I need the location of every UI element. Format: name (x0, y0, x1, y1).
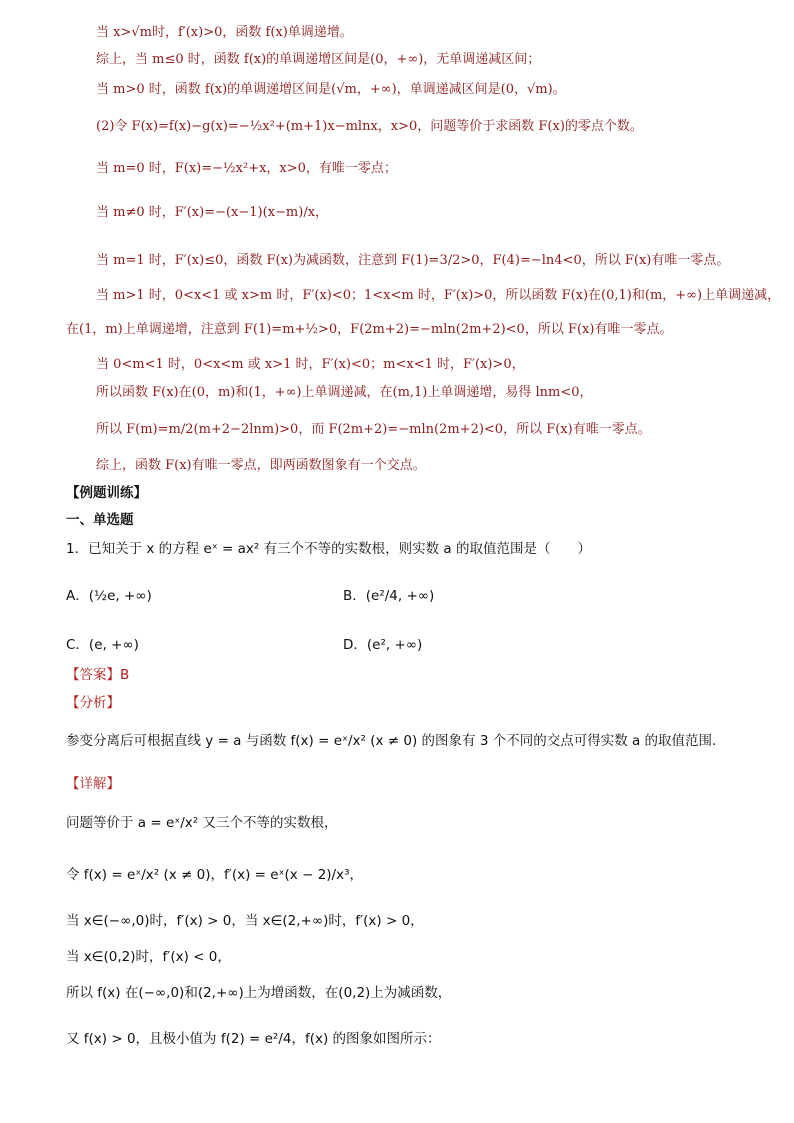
solution-line: 当 x>√m时，f′(x)>0，函数 f(x)单调递增。 (96, 25, 353, 40)
option-a[interactable]: A．(½e, +∞) (66, 588, 152, 604)
solution-line: 综上，函数 F(x)有唯一零点，即两函数图象有一个交点。 (96, 458, 426, 473)
section-heading-single-choice: 一、单选题 (66, 512, 134, 528)
detail-label: 【详解】 (66, 776, 120, 792)
option-d[interactable]: D．(e², +∞) (343, 637, 423, 653)
solution-line: 所以函数 F(x)在(0，m)和(1，+∞)上单调递减，在(m,1)上单调递增，易得 lnm<0， (96, 385, 593, 400)
solution-line: 在(1，m)上单调递增，注意到 F(1)=m+½>0，F(2m+2)=−mln(2m+2)<0，所以 F(x)有唯一零点。 (66, 322, 673, 337)
detail-line: 当 x∈(0,2)时，f′(x) < 0， (66, 949, 231, 965)
solution-line: 当 m>1 时，0<x<1 或 x>m 时，F′(x)<0；1<x<m 时，F′(x)>0，所以函数 F(x)在(0,1)和(m，+∞)上单调递减， (96, 288, 781, 303)
solution-line: 当 m=0 时，F(x)=−½x²+x，x>0，有唯一零点； (96, 161, 397, 176)
solution-line: 当 m=1 时，F′(x)≤0，函数 F(x)为减函数，注意到 F(1)=3/2>0，F(4)=−ln4<0，所以 F(x)有唯一零点。 (96, 253, 730, 268)
detail-line: 所以 f(x) 在(−∞,0)和(2,+∞)上为增函数，在(0,2)上为减函数， (66, 985, 452, 1001)
option-b[interactable]: B．(e²/4, +∞) (343, 588, 435, 604)
section-heading-example-training: 【例题训练】 (66, 485, 147, 501)
analysis-text: 参变分离后可根据直线 y = a 与函数 f(x) = eˣ/x² (x ≠ 0) 的图象有 3 个不同的交点可得实数 a 的取值范围. (66, 733, 717, 749)
detail-line: 当 x∈(−∞,0)时，f′(x) > 0，当 x∈(2,+∞)时，f′(x) > 0， (66, 913, 424, 929)
option-c[interactable]: C．(e, +∞) (66, 637, 139, 653)
question-stem: 1．已知关于 x 的方程 eˣ = ax² 有三个不等的实数根，则实数 a 的取值范围是（ ） (66, 541, 591, 557)
solution-line: 所以 F(m)=m/2(m+2−2lnm)>0，而 F(2m+2)=−mln(2m+2)<0，所以 F(x)有唯一零点。 (96, 422, 651, 437)
solution-line: 当 m≠0 时，F′(x)=−(x−1)(x−m)/x， (96, 205, 329, 220)
detail-line: 又 f(x) > 0，且极小值为 f(2) = e²/4，f(x) 的图象如图所示： (66, 1031, 441, 1047)
solution-line: 综上，当 m≤0 时，函数 f(x)的单调递增区间是(0，+∞)，无单调递减区间； (96, 52, 541, 67)
answer-label: 【答案】B (66, 667, 130, 683)
solution-line: 当 0<m<1 时，0<x<m 或 x>1 时，F′(x)<0；m<x<1 时，F′(x)>0， (96, 357, 525, 372)
analysis-label: 【分析】 (66, 695, 120, 711)
solution-line: (2)令 F(x)=f(x)−g(x)=−½x²+(m+1)x−mlnx，x>0，问题等价于求函数 F(x)的零点个数。 (96, 119, 643, 134)
detail-line: 令 f(x) = eˣ/x² (x ≠ 0)，f′(x) = eˣ(x − 2)/x³， (66, 867, 363, 883)
detail-line: 问题等价于 a = eˣ/x² 又三个不等的实数根， (66, 815, 338, 831)
solution-line: 当 m>0 时，函数 f(x)的单调递增区间是(√m，+∞)，单调递减区间是(0，√m)。 (96, 82, 566, 97)
